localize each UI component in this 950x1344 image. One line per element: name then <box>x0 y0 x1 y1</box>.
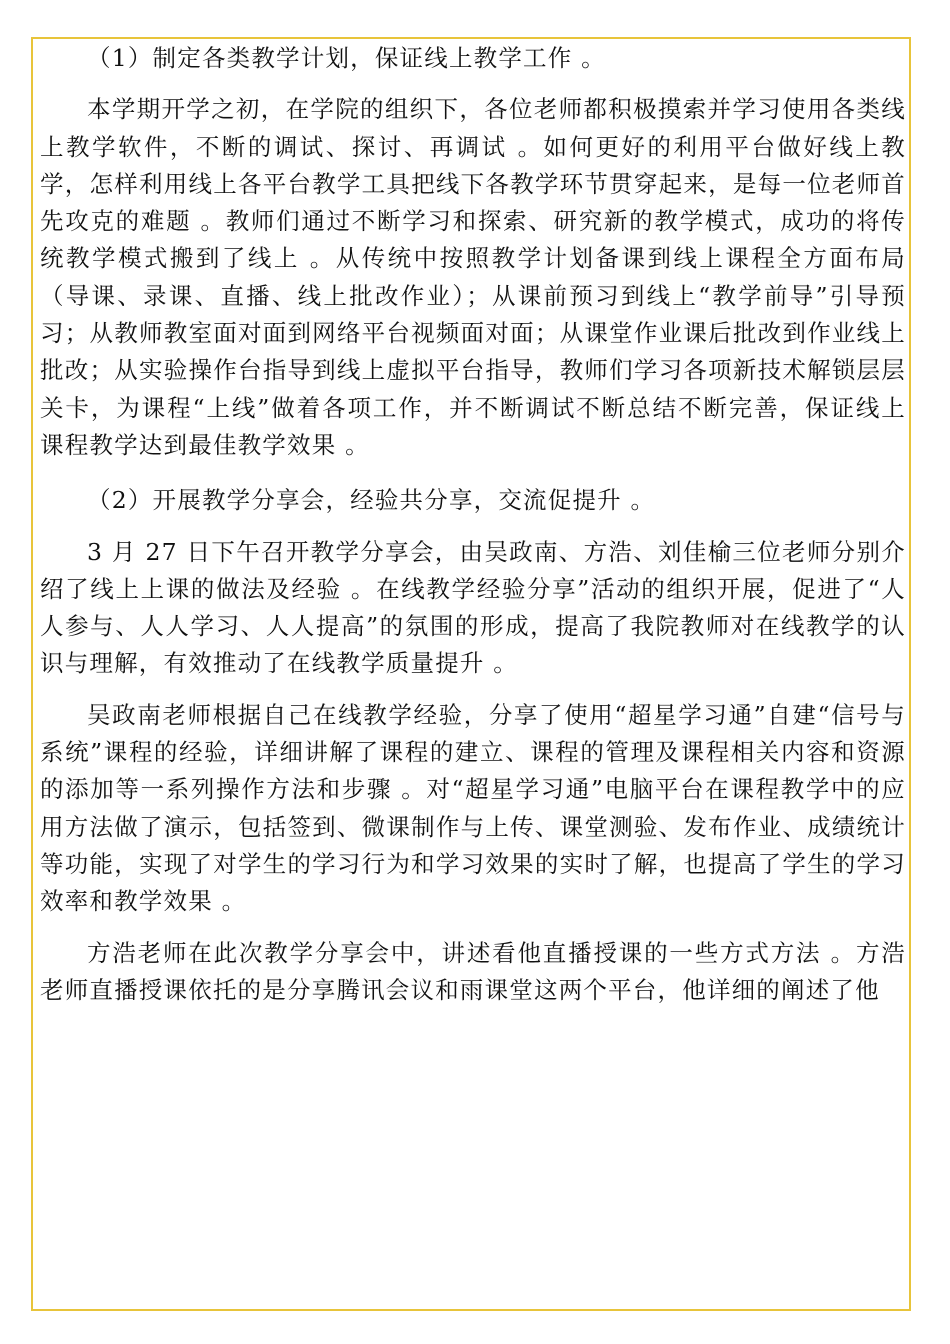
section-paragraph-2: 3 月 27 日下午召开教学分享会，由吴政南、方浩、刘佳榆三位老师分别介绍了线上上课的做法及经验 。在线教学经验分享”活动的组织开展，促进了“人人参与、人人学习、人人提高”的氛围的形成，提高了我院教师对在线教学的认识与理解，有效推动了在线教学质量提升 。 <box>40 537 906 678</box>
section-heading-2: （2）开展教学分享会，经验共分享，交流促提升 。 <box>87 486 656 515</box>
document-body <box>40 40 906 1009</box>
section-heading-1: （1）制定各类教学计划，保证线上教学工作 。 <box>87 44 606 72</box>
section-paragraph-3: 吴政南老师根据自己在线教学经验，分享了使用“超星学习通”自建“信号与系统”课程的经验，详细讲解了课程的建立、课程的管理及课程相关内容和资源的添加等一系列操作方法和步骤 。对“超星学习通”电脑平台在课程教学中的应用方法做了演示，包括签到、微课制作与上传、课堂测验、发布作业、成绩统计等功能，实现了对学生的学习行为和学习效果的实时了解，也提高了学生的学习效率和教学效果 。 <box>40 700 906 916</box>
section-paragraph-1: 本学期开学之初，在学院的组织下，各位老师都积极摸索并学习使用各类线上教学软件，不断的调试、探讨、再调试 。如何更好的利用平台做好线上教学，怎样利用线上各平台教学工具把线下各教学环节贯穿起来，是每一位老师首先攻克的难题 。教师们通过不断学习和探索、研究新的教学模式，成功的将传统教学模式搬到了线上 。从传统中按照教学计划备课到线上课程全方面布局（导课、录课、直播、线上批改作业）；从课前预习到线上“教学前导”引导预习；从教师教室面对面到网络平台视频面对面；从课堂作业课后批改到作业线上批改；从实验操作台指导到线上虚拟平台指导，教师们学习各项新技术解锁层层关卡，为课程“上线”做着各项工作，并不断调试不断总结不断完善，保证线上课程教学达到最佳教学效果 。 <box>40 95 906 459</box>
section-paragraph-4: 方浩老师在此次教学分享会中，讲述看他直播授课的一些方式方法 。方浩老师直播授课依托的是分享腾讯会议和雨课堂这两个平台，他详细的阐述了他 <box>40 938 906 1004</box>
